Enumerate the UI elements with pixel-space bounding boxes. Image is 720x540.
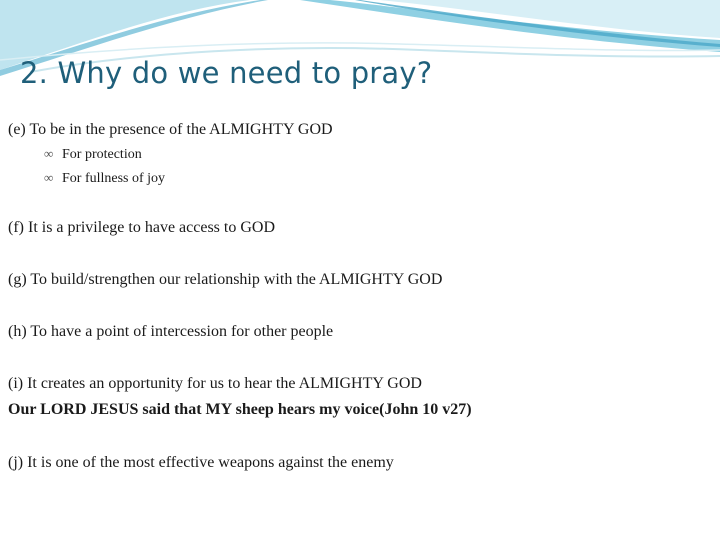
- bullet-item: [44, 170, 165, 187]
- bullet-label: For protection: [62, 147, 142, 162]
- item-g: (g) To build/strengthen our relationship with the ALMIGHTY GOD: [8, 271, 443, 288]
- item-j: (j) It is one of the most effective weapons against the enemy: [8, 454, 394, 471]
- item-f: (f) It is a privilege to have access to GOD: [8, 219, 276, 236]
- infinity-bullet-icon: ∞: [44, 146, 54, 161]
- bullet-item: [44, 146, 142, 163]
- infinity-bullet-icon: ∞: [44, 170, 54, 185]
- item-i-verse: Our LORD JESUS said that MY sheep hears my voice(John 10 v27): [8, 401, 472, 418]
- slide-title: 2. Why do we need to pray?: [20, 56, 433, 90]
- item-h: (h) To have a point of intercession for other people: [8, 323, 334, 340]
- item-i: (i) It creates an opportunity for us to hear the ALMIGHTY GOD: [8, 375, 422, 392]
- bullet-label: For fullness of joy: [62, 171, 166, 186]
- item-e: (e) To be in the presence of the ALMIGHTY GOD: [8, 121, 333, 138]
